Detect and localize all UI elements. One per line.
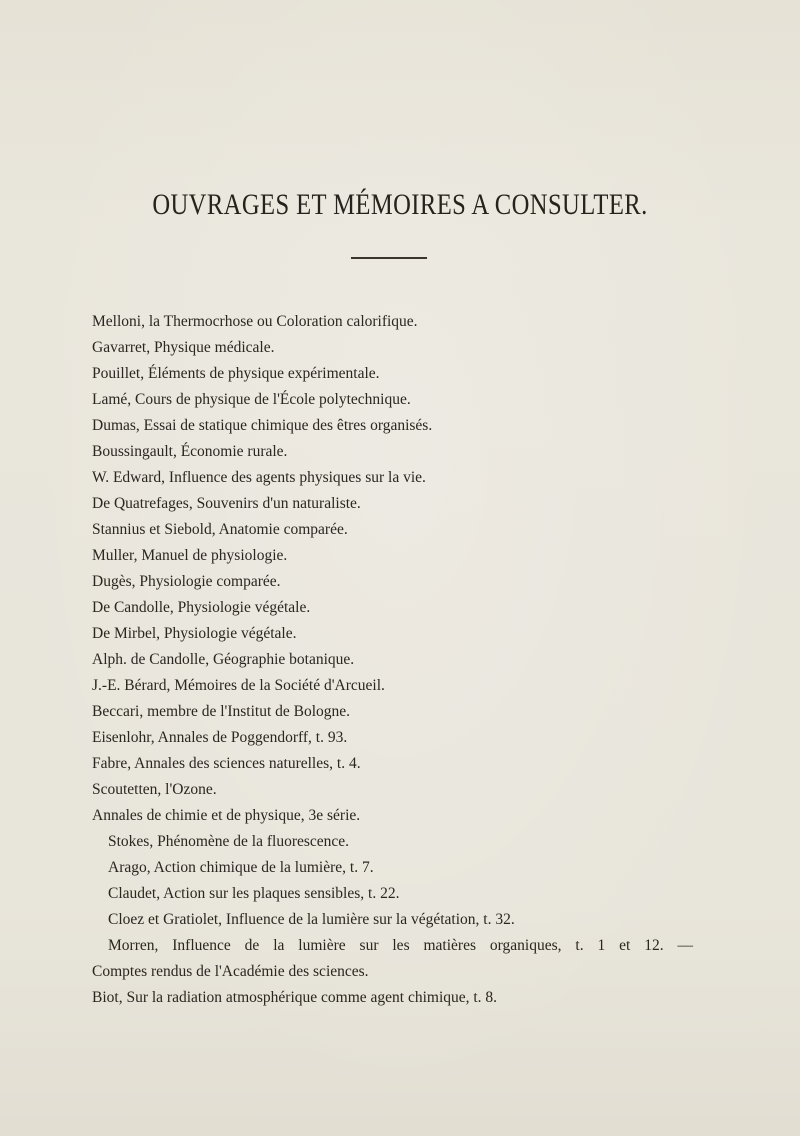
reference-entry: Biot, Sur la radiation atmosphérique comme agent chimique, t. 8. <box>92 989 498 1006</box>
reference-entry: Beccari, membre de l'Institut de Bologne. <box>92 703 351 720</box>
reference-subentry: Morren, Influence de la lumière sur les matières organiques, t. 1 et 12. — <box>108 937 693 954</box>
page-title: OUVRAGES ET MÉMOIRES A CONSULTER. <box>152 188 648 222</box>
reference-entry: De Mirbel, Physiologie végétale. <box>92 625 297 642</box>
reference-entry: Gavarret, Physique médicale. <box>92 339 275 356</box>
reference-subentry: Claudet, Action sur les plaques sensibles, t. 22. <box>108 885 400 902</box>
reference-entry: W. Edward, Influence des agents physiques sur la vie. <box>92 469 426 486</box>
reference-list <box>92 309 692 1011</box>
reference-entry: Dumas, Essai de statique chimique des êtres organisés. <box>92 417 433 434</box>
reference-entry: Scoutetten, l'Ozone. <box>92 781 217 798</box>
reference-entry: Lamé, Cours de physique de l'École polytechnique. <box>92 391 411 408</box>
reference-entry: De Candolle, Physiologie végétale. <box>92 599 311 616</box>
reference-entry: Boussingault, Économie rurale. <box>92 443 288 460</box>
reference-subentry: Cloez et Gratiolet, Influence de la lumière sur la végétation, t. 32. <box>108 911 515 928</box>
reference-entry: Fabre, Annales des sciences naturelles, t. 4. <box>92 755 361 772</box>
reference-entry: Melloni, la Thermocrhose ou Coloration calorifique. <box>92 313 418 330</box>
reference-entry: Muller, Manuel de physiologie. <box>92 547 288 564</box>
reference-entry: Dugès, Physiologie comparée. <box>92 573 281 590</box>
reference-entry: Annales de chimie et de physique, 3e série. <box>92 807 361 824</box>
reference-entry: Eisenlohr, Annales de Poggendorff, t. 93. <box>92 729 348 746</box>
reference-entry: Comptes rendus de l'Académie des sciences. <box>92 963 369 980</box>
reference-subentry: Arago, Action chimique de la lumière, t. 7. <box>108 859 374 876</box>
reference-subentry: Stokes, Phénomène de la fluorescence. <box>108 833 350 850</box>
reference-entry: Pouillet, Éléments de physique expérimentale. <box>92 365 380 382</box>
reference-entry: De Quatrefages, Souvenirs d'un naturaliste. <box>92 495 361 512</box>
reference-entry: Stannius et Siebold, Anatomie comparée. <box>92 521 348 538</box>
title-divider-rule <box>351 257 427 259</box>
reference-entry: J.-E. Bérard, Mémoires de la Société d'Arcueil. <box>92 677 385 694</box>
reference-entry: Alph. de Candolle, Géographie botanique. <box>92 651 355 668</box>
